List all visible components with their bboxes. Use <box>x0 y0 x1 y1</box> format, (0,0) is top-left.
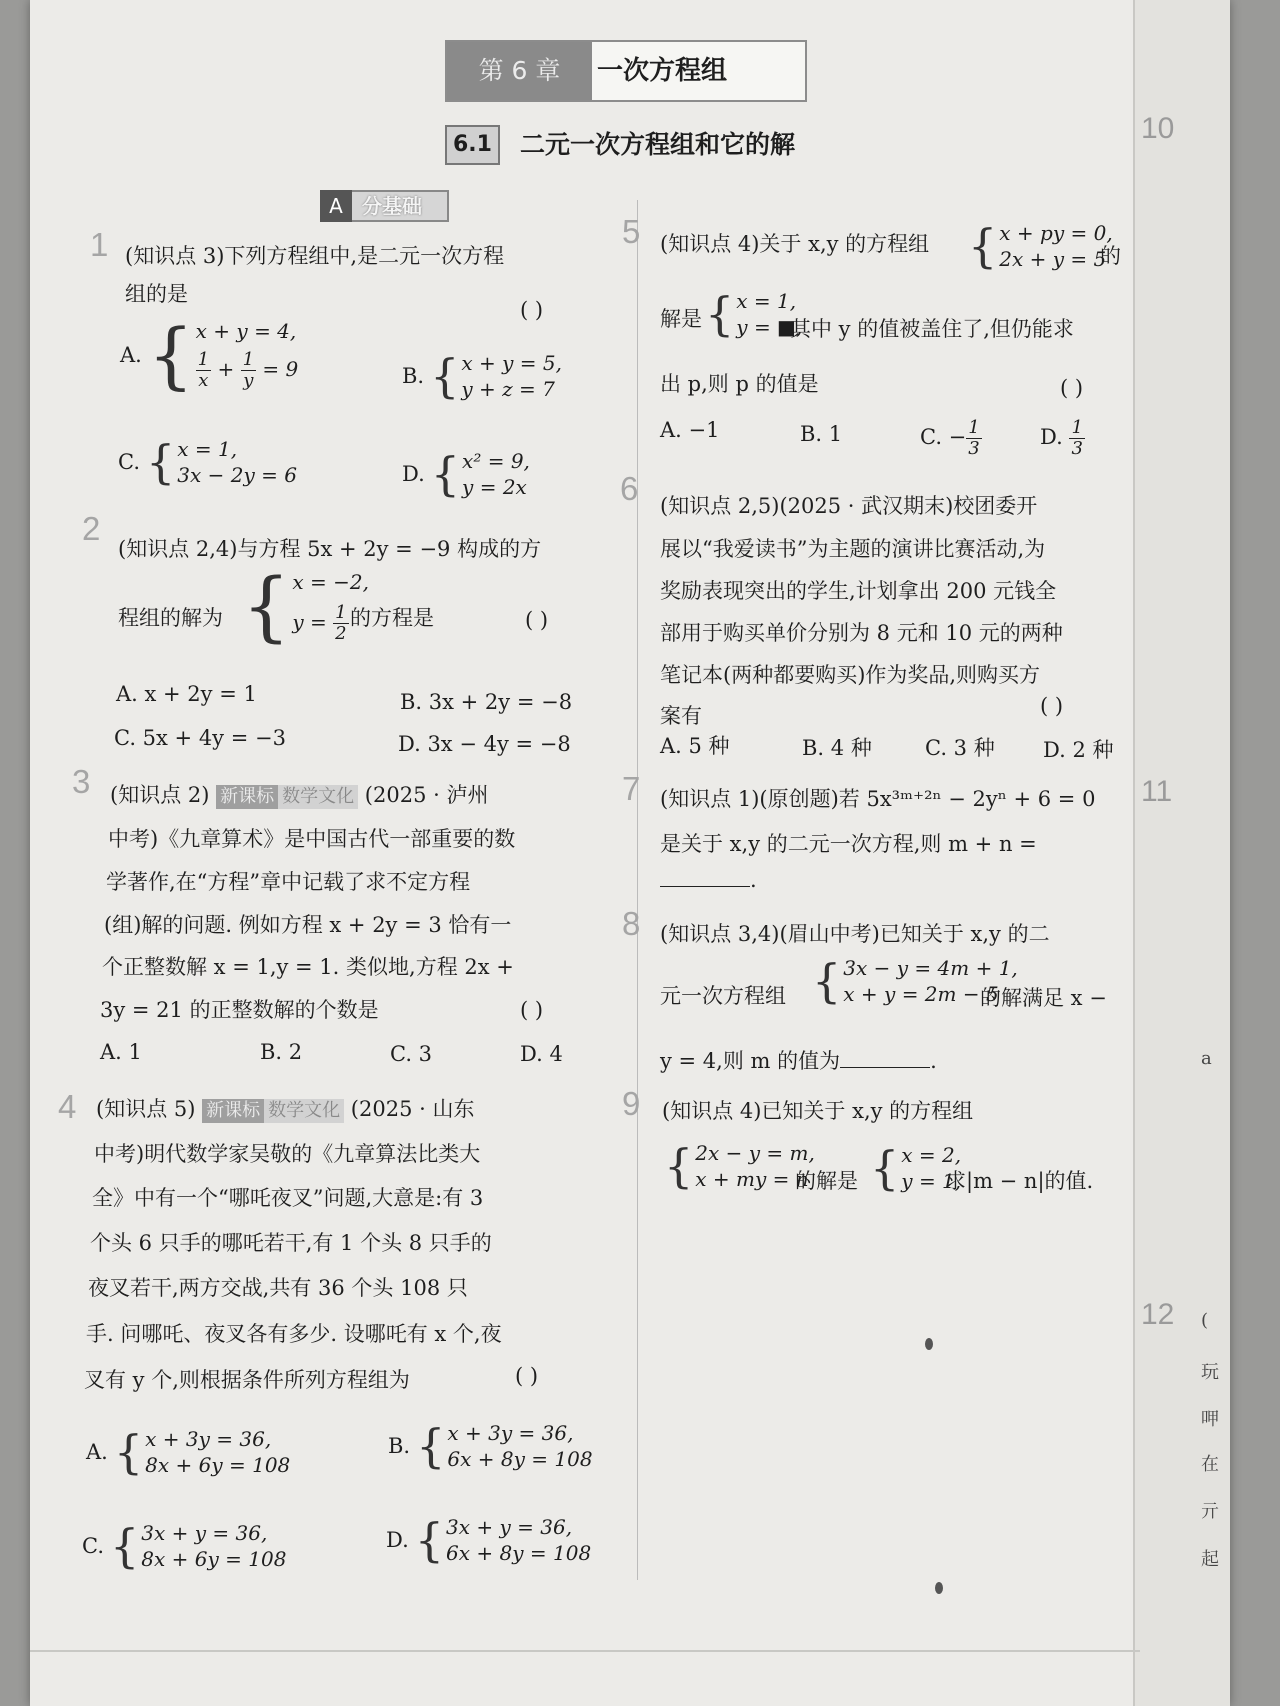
solution-system: { x = 2, y = 1, <box>870 1141 962 1195</box>
answer-parentheses: ( ) <box>1060 376 1084 400</box>
option-a: A. 1 <box>100 1040 142 1064</box>
question-text: 解是 <box>660 307 702 331</box>
question-number: 2 <box>82 510 101 547</box>
equation-system: { 3x − y = 4m + 1, x + y = 2m − 5 <box>812 954 1018 1008</box>
paper-mark <box>935 1582 943 1594</box>
question-text: 的解满足 x − <box>980 986 1107 1010</box>
question-number: 7 <box>622 770 641 807</box>
question-number: 8 <box>622 905 641 942</box>
option-c: C. 5x + 4y = −3 <box>114 726 286 750</box>
chapter-number: 第 6 章 <box>447 42 592 100</box>
option-b: B. 3x + 2y = −8 <box>400 690 573 714</box>
question-text: 部用于购买单价分别为 8 元和 10 元的两种 <box>660 621 1063 645</box>
next-page-text: ( <box>1201 1310 1209 1331</box>
question-text: 中考)明代数学家吴敬的《九章算法比类大 <box>94 1142 481 1166</box>
question-text: 元一次方程组 <box>660 984 786 1008</box>
question-text: (知识点 3,4)(眉山中考)已知关于 x,y 的二 <box>660 922 1050 946</box>
question-text: 叉有 y 个,则根据条件所列方程组为 <box>84 1368 410 1392</box>
math-culture-tag: 数学文化 <box>278 785 358 809</box>
option-c: C. − $\frac{1}{3}$ <box>920 417 980 459</box>
question-text: (知识点 4)已知关于 x,y 的方程组 <box>662 1099 974 1123</box>
question-text: 求|m − n|的值. <box>945 1169 1094 1193</box>
option-b: B. 2 <box>260 1040 303 1064</box>
question-text: 其中 y 的值被盖住了,但仍能求 <box>790 317 1074 341</box>
question-text: y = 4,则 m 的值为 . <box>660 1049 937 1073</box>
question-text: (知识点 3)下列方程组中,是二元一次方程 <box>125 244 505 268</box>
option-d: D. { 3x + y = 36, 6x + 8y = 108 <box>386 1513 592 1567</box>
question-number: 9 <box>622 1085 641 1122</box>
option-a: A. { x + 3y = 36, 8x + 6y = 108 <box>86 1425 291 1479</box>
answer-parentheses: ( ) <box>520 298 544 322</box>
column-divider <box>637 200 638 1580</box>
section-number: 6.1 <box>445 125 500 165</box>
next-page-question-number: 10 <box>1141 112 1175 145</box>
new-curriculum-tag: 新课标 <box>202 1099 264 1123</box>
question-number: 6 <box>620 470 639 507</box>
next-page-text: 亓 <box>1201 1501 1219 1522</box>
level-badge: A <box>320 190 352 222</box>
answer-blank: . <box>660 868 757 892</box>
question-text: 夜叉若干,两方交战,共有 36 个头 108 只 <box>88 1276 468 1300</box>
level-banner <box>320 190 449 222</box>
solution-system: { x = −2, y = $\frac{1}{2}$ <box>242 561 369 650</box>
question-text: 3y = 21 的正整数解的个数是 <box>100 998 379 1022</box>
answer-parentheses: ( ) <box>525 608 549 632</box>
level-label: 分基础 <box>362 194 422 218</box>
workbook-page <box>30 0 1230 1706</box>
next-page-text: 呷 <box>1201 1409 1219 1430</box>
option-b: B. 4 种 <box>802 736 872 760</box>
question-text: 案有 <box>660 704 702 728</box>
question-number: 4 <box>58 1088 77 1125</box>
section-header <box>445 125 840 169</box>
option-c: C. 3 <box>390 1042 433 1066</box>
option-d: D. $\frac{1}{3}$ <box>1040 417 1083 459</box>
new-curriculum-tag: 新课标 <box>216 785 278 809</box>
question-text: 出 p,则 p 的值是 <box>660 372 819 396</box>
option-c: C. { 3x + y = 36, 8x + 6y = 108 <box>82 1519 287 1573</box>
question-text: 的解是 <box>795 1169 858 1193</box>
option-b: B. 1 <box>800 422 843 446</box>
next-page-text: a <box>1201 1048 1212 1069</box>
solution-system: { x = 1, y = ■, <box>705 287 803 341</box>
option-d: D. { x² = 9, y = 2x <box>402 447 530 501</box>
question-text: 的方程是 <box>350 606 434 630</box>
next-page-text: 在 <box>1201 1454 1219 1475</box>
question-text: 展以“我爱读书”为主题的演讲比赛活动,为 <box>660 537 1046 561</box>
question-text: (知识点 2) 新课标 数学文化 (2025 · 泸州 <box>110 783 489 807</box>
math-culture-tag: 数学文化 <box>264 1099 344 1123</box>
question-text: (知识点 1)(原创题)若 5x³ᵐ⁺²ⁿ − 2yⁿ + 6 = 0 <box>660 787 1096 811</box>
question-text: 笔记本(两种都要购买)作为奖品,则购买方 <box>660 663 1041 687</box>
option-a: A. −1 <box>660 418 720 442</box>
section-title: 二元一次方程组和它的解 <box>520 130 796 159</box>
chapter-title: 一次方程组 <box>597 56 728 86</box>
question-text: (知识点 5) 新课标 数学文化 (2025 · 山东 <box>96 1097 475 1121</box>
question-text: (知识点 4)关于 x,y 的方程组 <box>660 232 930 256</box>
question-text: 奖励表现突出的学生,计划拿出 200 元钱全 <box>660 579 1057 603</box>
question-text: (组)解的问题. 例如方程 x + 2y = 3 恰有一 <box>104 913 512 937</box>
question-text: 个正整数解 x = 1,y = 1. 类似地,方程 2x + <box>102 955 514 979</box>
answer-parentheses: ( ) <box>1040 694 1064 718</box>
next-page-edge <box>1133 0 1230 1706</box>
next-page-question-number: 11 <box>1141 775 1173 808</box>
question-text: 是关于 x,y 的二元一次方程,则 m + n = <box>660 832 1037 856</box>
option-a: A. 5 种 <box>660 734 730 758</box>
answer-parentheses: ( ) <box>515 1364 539 1388</box>
next-page-question-number: 12 <box>1141 1298 1175 1331</box>
equation-system: { 2x − y = m, x + my = n <box>664 1139 815 1193</box>
question-text: 的 <box>1100 244 1121 268</box>
option-a: A. { x + y = 4, $\frac{1}{x}$ + $\frac{1}{y}$ = 9 <box>120 312 299 397</box>
question-text: 组的是 <box>125 282 188 306</box>
question-text: 全》中有一个“哪吒夜叉”问题,大意是:有 3 <box>92 1186 484 1210</box>
question-text: 中考)《九章算术》是中国古代一部重要的数 <box>108 827 516 851</box>
option-b: B. { x + y = 5, y + z = 7 <box>402 349 562 403</box>
question-number: 3 <box>72 763 91 800</box>
next-page-text: 起 <box>1201 1549 1219 1570</box>
question-text: 手. 问哪吒、夜叉各有多少. 设哪吒有 x 个,夜 <box>86 1322 502 1346</box>
option-d: D. 3x − 4y = −8 <box>398 732 571 756</box>
page-bottom-rule <box>30 1650 1140 1652</box>
chapter-header <box>445 40 807 102</box>
question-text: (知识点 2,5)(2025 · 武汉期末)校团委开 <box>660 494 1038 518</box>
paper-mark <box>925 1338 933 1350</box>
next-page-text: 玩 <box>1201 1362 1219 1383</box>
equation-system: { x + py = 0, 2x + y = 5 <box>968 219 1113 273</box>
option-c: C. { x = 1, 3x − 2y = 6 <box>118 435 297 489</box>
option-d: D. 4 <box>520 1042 563 1066</box>
question-text: 程组的解为 <box>118 606 223 630</box>
question-text: 学著作,在“方程”章中记载了求不定方程 <box>106 870 471 894</box>
question-text: 个头 6 只手的哪吒若干,有 1 个头 8 只手的 <box>90 1231 492 1255</box>
question-number: 5 <box>622 213 641 250</box>
option-c: C. 3 种 <box>925 736 995 760</box>
option-b: B. { x + 3y = 36, 6x + 8y = 108 <box>388 1419 593 1473</box>
option-a: A. x + 2y = 1 <box>116 682 257 706</box>
answer-parentheses: ( ) <box>520 998 544 1022</box>
question-text: (知识点 2,4)与方程 5x + 2y = −9 构成的方 <box>118 537 542 561</box>
question-number: 1 <box>90 226 109 263</box>
option-d: D. 2 种 <box>1043 738 1114 762</box>
